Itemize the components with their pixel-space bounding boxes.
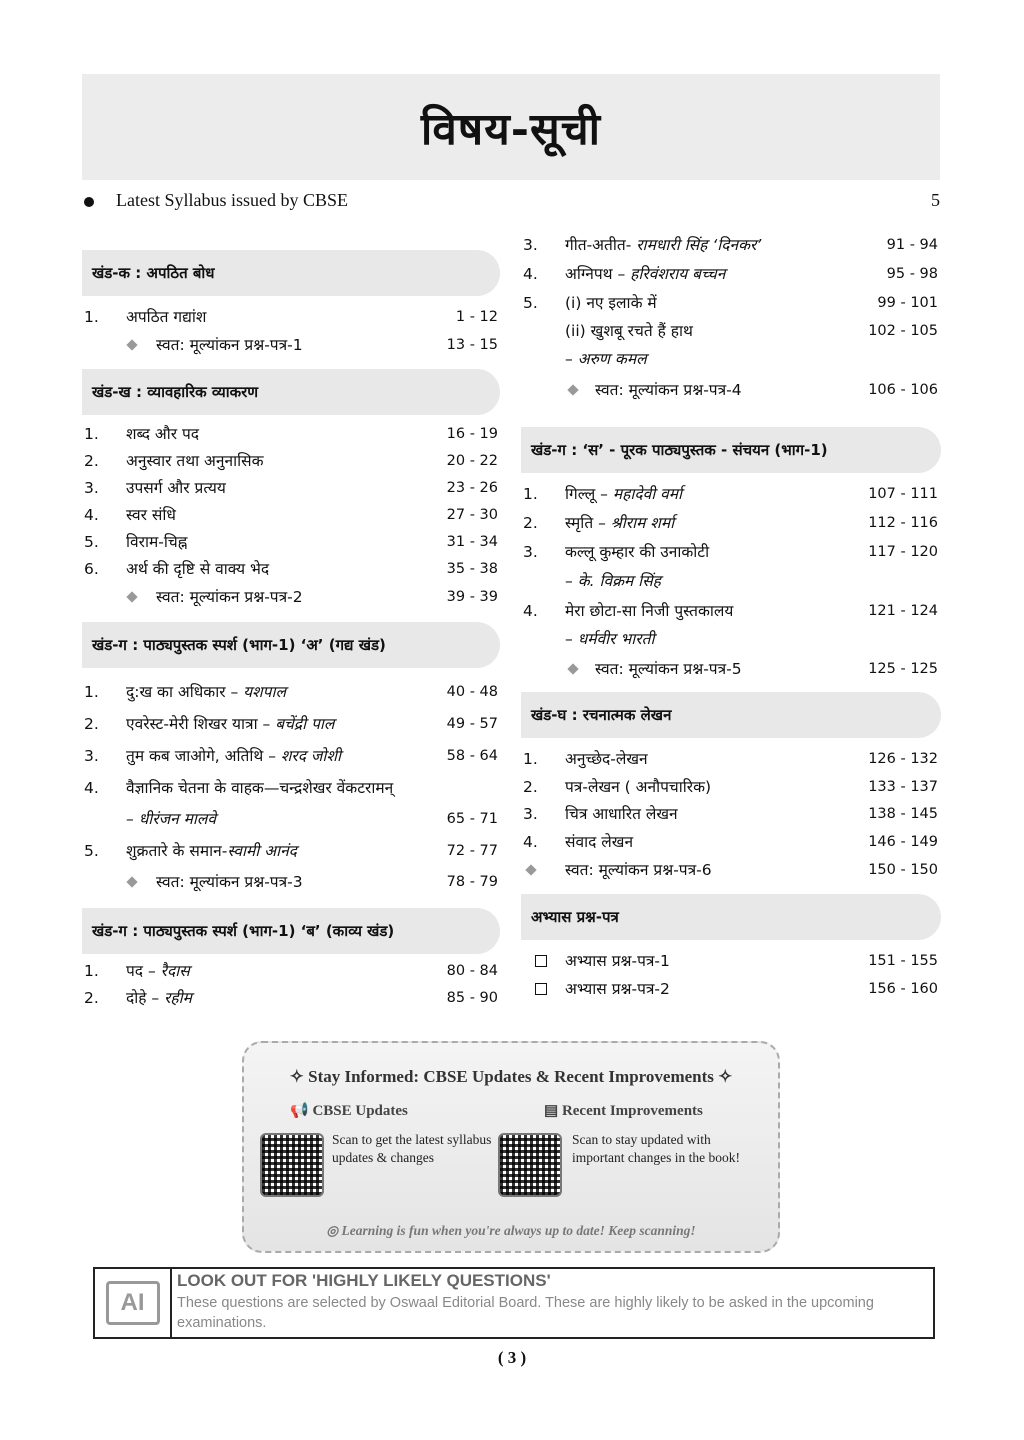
section-title: खंड-ख : व्यावहारिक व्याकरण [92, 383, 259, 401]
footer-text: Learning is fun when you're always up to date! Keep scanning! [341, 1223, 696, 1238]
info-footer [244, 1223, 778, 1239]
entry-title: तुम कब जाओगे, अतिथि – [126, 747, 281, 765]
entry-author: यशपाल [243, 683, 287, 701]
entry-pages: 138 - 145 [868, 806, 938, 822]
entry-number: 1. [84, 425, 99, 443]
toc-entry[interactable] [84, 838, 498, 864]
entry-title: अभ्यास प्रश्न-पत्र-1 [565, 952, 670, 970]
toc-entry[interactable] [84, 775, 498, 801]
page-number: ( 3 ) [497, 1348, 527, 1367]
toc-entry[interactable] [523, 377, 938, 403]
toc-entry[interactable] [523, 774, 938, 800]
entry-author: रामधारी सिंह ‘दिनकर’ [636, 236, 762, 254]
entry-title: चित्र आधारित लेखन [565, 805, 678, 823]
entry-number: 6. [84, 560, 99, 578]
entry-number: 3. [523, 543, 538, 561]
entry-number: 3. [523, 236, 538, 254]
heading-text: CBSE Updates [312, 1103, 408, 1119]
toc-entry[interactable] [523, 568, 938, 594]
entry-title: स्वत: मूल्यांकन प्रश्न-पत्र-5 [595, 660, 742, 678]
toc-entry[interactable] [84, 806, 498, 832]
toc-entry[interactable] [523, 801, 938, 827]
toc-entry[interactable] [84, 711, 498, 737]
entry-pages: 40 - 48 [446, 684, 498, 700]
entry-author: अरुण कमल [577, 350, 647, 368]
page-title: विषय-सूची [420, 104, 602, 155]
entry-pages: 72 - 77 [446, 843, 498, 859]
entry-number: 5. [84, 842, 99, 860]
title-strong: Stay Informed: [308, 1067, 420, 1086]
section-title: खंड-घ : रचनात्मक लेखन [531, 706, 672, 724]
toc-entry[interactable] [523, 857, 938, 883]
entry-number: 4. [523, 265, 538, 283]
title-rest: CBSE Updates & Recent Improvements [419, 1067, 714, 1086]
entry-pages: 146 - 149 [868, 834, 938, 850]
toc-entry[interactable] [523, 539, 938, 565]
ai-logo-cell [95, 1269, 172, 1337]
entry-pages: 65 - 71 [446, 811, 498, 827]
heading-text: Recent Improvements [561, 1103, 703, 1119]
toc-entry[interactable] [84, 743, 498, 769]
toc-entry[interactable] [523, 976, 938, 1002]
notice-body: These questions are selected by Oswaal Editorial Board. These are highly likely to be asked in the upcoming examinations. [177, 1295, 874, 1331]
ai-logo: AI [106, 1281, 160, 1325]
entry-number: 5. [84, 533, 99, 551]
entry-pages: 78 - 79 [446, 874, 498, 890]
toc-entry[interactable] [84, 529, 498, 555]
toc-entry[interactable] [523, 829, 938, 855]
entry-title: स्मृति – [565, 514, 611, 532]
target-icon: ◎ [326, 1223, 342, 1238]
entry-pages: 91 - 94 [886, 237, 938, 253]
entry-pages: 107 - 111 [868, 486, 938, 502]
diamond-bullet-icon [126, 339, 137, 350]
entry-pages: 49 - 57 [446, 716, 498, 732]
entry-title: – [565, 572, 578, 590]
toc-entry[interactable] [84, 448, 498, 474]
section-title: खंड-ग : ‘स’ - पूरक पाठ्यपुस्तक - संचयन (भाग-1) [531, 441, 828, 459]
entry-pages: 150 - 150 [868, 862, 938, 878]
entry-number: 2. [523, 514, 538, 532]
entry-title: स्वत: मूल्यांकन प्रश्न-पत्र-4 [595, 381, 742, 399]
entry-title: मेरा छोटा-सा निजी पुस्तकालय [565, 602, 734, 620]
toc-entry[interactable] [84, 475, 498, 501]
toc-entry[interactable] [84, 985, 498, 1011]
entry-pages: 27 - 30 [446, 507, 498, 523]
entry-pages: 156 - 160 [868, 981, 938, 997]
entry-number: 4. [84, 506, 99, 524]
entry-number: 1. [523, 485, 538, 503]
entry-number: 3. [84, 479, 99, 497]
entry-pages: 31 - 34 [446, 534, 498, 550]
entry-pages: 106 - 106 [868, 382, 938, 398]
entry-title: अपठित गद्यांश [126, 308, 207, 326]
entry-title: स्वत: मूल्यांकन प्रश्न-पत्र-2 [156, 588, 303, 606]
entry-title: अनुच्छेद-लेखन [565, 750, 648, 768]
sparkle-icon: ✧ [713, 1067, 733, 1086]
entry-pages: 151 - 155 [868, 953, 938, 969]
entry-number: 4. [84, 779, 99, 797]
entry-title: (ii) खुशबू रचते हैं हाथ [565, 322, 693, 340]
syllabus-page: 5 [931, 190, 940, 210]
entry-title: शुक्रतारे के समान- [126, 842, 228, 860]
entry-pages: 20 - 22 [446, 453, 498, 469]
entry-number: 1. [84, 962, 99, 980]
entry-title: पद – [126, 962, 161, 980]
entry-title: गीत-अतीत- [565, 236, 637, 254]
cbse-updates-heading [290, 1101, 408, 1120]
entry-pages: 125 - 125 [868, 661, 938, 677]
entry-pages: 85 - 90 [446, 990, 498, 1006]
toc-entry[interactable] [523, 232, 938, 258]
qr-code-improvements[interactable] [498, 1133, 562, 1197]
entry-number: 2. [84, 452, 99, 470]
toc-entry[interactable] [523, 481, 938, 507]
entry-author: धर्मवीर भारती [577, 630, 655, 648]
notice-heading: LOOK OUT FOR 'HIGHLY LIKELY QUESTIONS' [177, 1271, 551, 1290]
entry-title: शब्द और पद [126, 425, 200, 443]
checkbox-icon [535, 955, 547, 967]
entry-title: (i) नए इलाके में [565, 294, 657, 312]
section-header-practice [521, 894, 941, 940]
entry-pages: 39 - 39 [446, 589, 498, 605]
entry-title: स्वत: मूल्यांकन प्रश्न-पत्र-1 [156, 336, 303, 354]
entry-number: 2. [84, 715, 99, 733]
entry-title: विराम-चिह्न [126, 533, 188, 551]
entry-author: स्वामी आनंद [227, 842, 297, 860]
entry-author: बचेंद्री पाल [275, 715, 335, 733]
entry-author: शरद जोशी [280, 747, 341, 765]
entry-author: रैदास [160, 962, 190, 980]
section-title: खंड-ग : पाठ्यपुस्तक स्पर्श (भाग-1) ‘अ’ (गद्य खंड) [92, 636, 386, 654]
diamond-bullet-icon [126, 876, 137, 887]
entry-pages: 121 - 124 [868, 603, 938, 619]
section-title: खंड-क : अपठित बोध [92, 264, 215, 282]
diamond-bullet-icon [525, 864, 536, 875]
qr-caption: Scan to get the latest syllabus updates & changes [332, 1132, 492, 1165]
title-band [82, 74, 940, 180]
entry-number: 1. [84, 683, 99, 701]
entry-pages: 1 - 12 [455, 309, 498, 325]
section-header-ga-a [82, 622, 500, 668]
diamond-bullet-icon [567, 384, 578, 395]
entry-title: अर्थ की दृष्टि से वाक्य भेद [126, 560, 270, 578]
toc-entry[interactable] [523, 626, 938, 652]
entry-title: अग्निपथ – [565, 265, 631, 283]
entry-number: 4. [523, 833, 538, 851]
entry-pages: 133 - 137 [868, 779, 938, 795]
entry-author: रहीम [164, 989, 192, 1007]
toc-entry[interactable] [523, 598, 938, 624]
entry-title: – [565, 350, 578, 368]
entry-pages: 35 - 38 [446, 561, 498, 577]
books-icon: ▤ [544, 1103, 562, 1119]
section-header-ga-b [82, 908, 500, 954]
entry-title: पत्र-लेखन ( अनौपचारिक) [565, 778, 712, 796]
toc-entry[interactable] [84, 502, 498, 528]
entry-number: 2. [523, 778, 538, 796]
section-header-ka [82, 250, 500, 296]
entry-title: एवरेस्ट-मेरी शिखर यात्रा – [126, 715, 276, 733]
toc-entry[interactable] [84, 332, 498, 358]
diamond-bullet-icon [567, 663, 578, 674]
entry-number: 4. [523, 602, 538, 620]
toc-entry[interactable] [523, 346, 938, 372]
toc-entry[interactable] [84, 869, 498, 895]
entry-pages: 117 - 120 [868, 544, 938, 560]
recent-improvements-heading [544, 1101, 703, 1120]
entry-title: – [565, 630, 578, 648]
toc-entry[interactable] [84, 679, 498, 705]
entry-number: 3. [523, 805, 538, 823]
entry-title: दोहे – [126, 989, 165, 1007]
toc-entry[interactable] [523, 290, 938, 316]
highly-likely-notice [93, 1267, 935, 1339]
entry-title: उपसर्ग और प्रत्यय [126, 479, 226, 497]
entry-pages: 16 - 19 [446, 426, 498, 442]
entry-title: स्वत: मूल्यांकन प्रश्न-पत्र-3 [156, 873, 303, 891]
entry-pages: 23 - 26 [446, 480, 498, 496]
entry-pages: 102 - 105 [868, 323, 938, 339]
toc-entry[interactable] [523, 746, 938, 772]
section-title: खंड-ग : पाठ्यपुस्तक स्पर्श (भाग-1) ‘ब’ (काव्य खंड) [92, 922, 395, 940]
entry-title: वैज्ञानिक चेतना के वाहक—चन्द्रशेखर वेंकटरामन् [126, 779, 394, 797]
entry-pages: 95 - 98 [886, 266, 938, 282]
qr-caption: Scan to stay updated with important changes in the book! [572, 1132, 740, 1165]
section-header-gha [521, 692, 941, 738]
entry-pages: 126 - 132 [868, 751, 938, 767]
entry-pages: 80 - 84 [446, 963, 498, 979]
entry-number: 2. [84, 989, 99, 1007]
toc-entry[interactable] [523, 318, 938, 344]
entry-title: दु:ख का अधिकार – [126, 683, 244, 701]
toc-entry[interactable] [523, 261, 938, 287]
section-header-ga-s [521, 427, 941, 473]
entry-number: 3. [84, 747, 99, 765]
toc-entry[interactable] [84, 421, 498, 447]
entry-title: – [126, 810, 139, 828]
toc-entry[interactable] [84, 304, 498, 330]
entry-title: गिल्लू – [565, 485, 613, 503]
entry-title: अभ्यास प्रश्न-पत्र-2 [565, 980, 670, 998]
entry-number: 1. [84, 308, 99, 326]
entry-author: धीरंजन मालवे [138, 810, 217, 828]
checkbox-icon [535, 983, 547, 995]
entry-number: 1. [523, 750, 538, 768]
stay-informed-title [244, 1067, 778, 1087]
entry-title: कल्लू कुम्हार की उनाकोटी [565, 543, 710, 561]
entry-pages: 112 - 116 [868, 515, 938, 531]
entry-author: श्रीराम शर्मा [610, 514, 675, 532]
entry-pages: 13 - 15 [446, 337, 498, 353]
entry-pages: 99 - 101 [877, 295, 938, 311]
toc-entry[interactable] [523, 510, 938, 536]
entry-title: अनुस्वार तथा अनुनासिक [126, 452, 264, 470]
entry-title: स्वर संधि [126, 506, 176, 524]
stay-informed-box [242, 1041, 780, 1253]
toc-entry[interactable] [84, 556, 498, 582]
qr-code-updates[interactable] [260, 1133, 324, 1197]
syllabus-row[interactable] [84, 190, 940, 216]
toc-entry[interactable] [84, 584, 498, 610]
sparkle-icon: ✧ [289, 1067, 309, 1086]
toc-entry[interactable] [523, 948, 938, 974]
syllabus-label: Latest Syllabus issued by CBSE [116, 190, 349, 210]
entry-author: हरिवंशराय बच्चन [630, 265, 726, 283]
diamond-bullet-icon [126, 591, 137, 602]
megaphone-icon: 📢 [290, 1103, 313, 1119]
entry-title: संवाद लेखन [565, 833, 634, 851]
entry-title: स्वत: मूल्यांकन प्रश्न-पत्र-6 [565, 861, 712, 879]
entry-pages: 58 - 64 [446, 748, 498, 764]
bullet-icon [84, 197, 94, 207]
section-header-kha [82, 369, 500, 415]
section-title: अभ्यास प्रश्न-पत्र [531, 908, 619, 926]
entry-author: के. विक्रम सिंह [577, 572, 661, 590]
entry-author: महादेवी वर्मा [612, 485, 683, 503]
toc-entry[interactable] [523, 656, 938, 682]
toc-entry[interactable] [84, 958, 498, 984]
entry-number: 5. [523, 294, 538, 312]
